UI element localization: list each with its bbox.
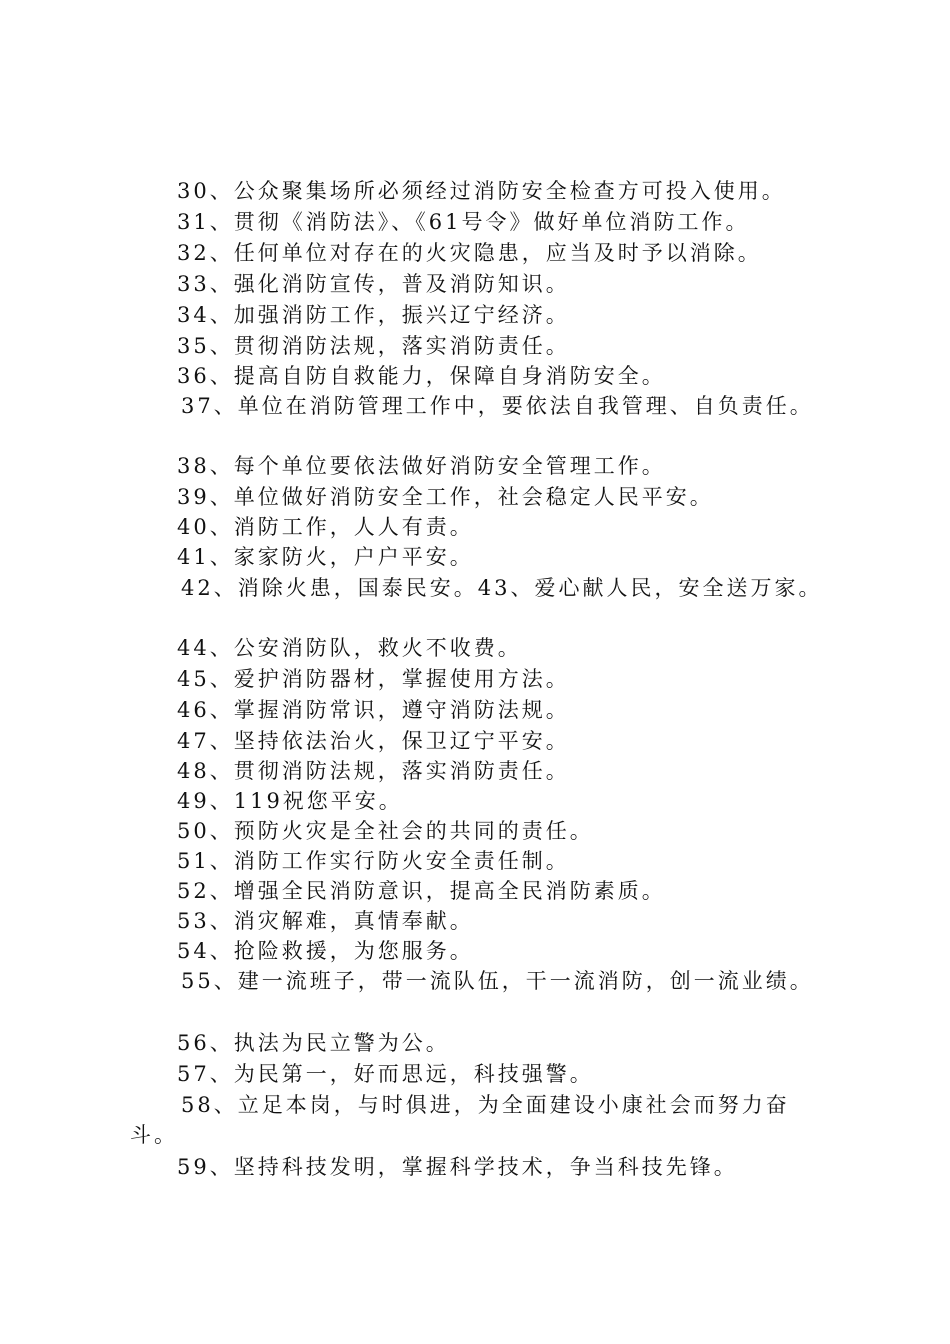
text-line: 49、119祝您平安。 (177, 789, 403, 813)
text-line: 54、抢险救援，为您服务。 (177, 939, 474, 963)
text-line: 57、为民第一，好而思远，科技强警。 (177, 1062, 594, 1086)
text-line: 44、公安消防队，救火不收费。 (177, 636, 522, 660)
text-line: 45、爱护消防器材，掌握使用方法。 (177, 667, 570, 691)
text-line: 斗。 (130, 1123, 178, 1147)
text-line: 31、贯彻《消防法》、《61号令》做好单位消防工作。 (177, 210, 750, 234)
text-line: 30、公众聚集场所必须经过消防安全检查方可投入使用。 (177, 179, 786, 203)
text-line: 40、消防工作，人人有责。 (177, 515, 474, 539)
text-line: 38、每个单位要依法做好消防安全管理工作。 (177, 454, 666, 478)
text-line: 35、贯彻消防法规，落实消防责任。 (177, 334, 570, 358)
text-line: 58、立足本岗，与时俱进，为全面建设小康社会而努力奋 (181, 1093, 790, 1117)
text-line: 50、预防火灾是全社会的共同的责任。 (177, 819, 594, 843)
text-line: 59、坚持科技发明，掌握科学技术，争当科技先锋。 (177, 1155, 738, 1179)
text-line: 33、强化消防宣传，普及消防知识。 (177, 272, 570, 296)
text-line: 47、坚持依法治火，保卫辽宁平安。 (177, 729, 570, 753)
text-line: 53、消灾解难，真情奉献。 (177, 909, 474, 933)
text-line: 52、增强全民消防意识，提高全民消防素质。 (177, 879, 666, 903)
text-line: 55、建一流班子，带一流队伍，干一流消防，创一流业绩。 (181, 969, 814, 993)
text-line: 48、贯彻消防法规，落实消防责任。 (177, 759, 570, 783)
text-line: 51、消防工作实行防火安全责任制。 (177, 849, 570, 873)
text-line: 42、消除火患，国泰民安。43、爱心献人民，安全送万家。 (181, 576, 823, 600)
text-line: 34、加强消防工作，振兴辽宁经济。 (177, 303, 570, 327)
text-line: 41、家家防火，户户平安。 (177, 545, 474, 569)
text-line: 36、提高自防自救能力，保障自身消防安全。 (177, 364, 666, 388)
text-line: 39、单位做好消防安全工作，社会稳定人民平安。 (177, 485, 714, 509)
text-line: 37、单位在消防管理工作中，要依法自我管理、自负责任。 (181, 394, 814, 418)
text-line: 46、掌握消防常识，遵守消防法规。 (177, 698, 570, 722)
text-line: 56、执法为民立警为公。 (177, 1031, 450, 1055)
text-line: 32、任何单位对存在的火灾隐患，应当及时予以消除。 (177, 241, 762, 265)
